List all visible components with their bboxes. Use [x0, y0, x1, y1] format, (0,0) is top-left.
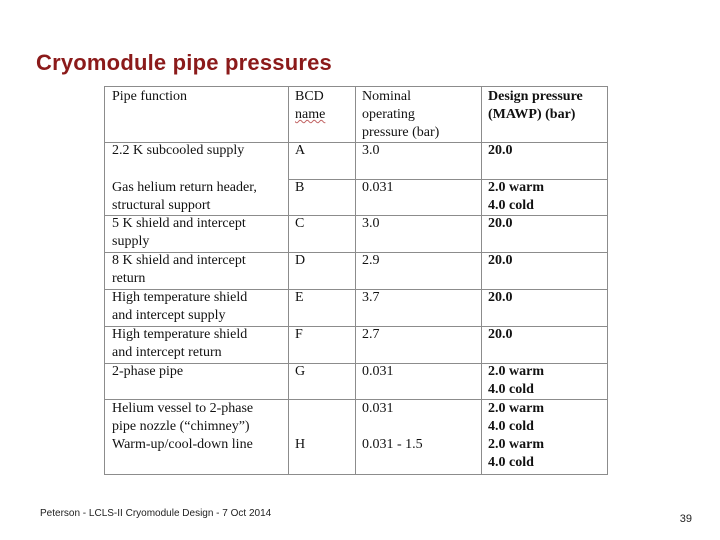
row-nominal: 0.031 [362, 401, 394, 416]
row-function: High temperature shield and intercept supply [112, 290, 248, 323]
row-design: 20.0 [488, 253, 513, 268]
row-bcd: D [295, 253, 306, 268]
row-function: 2-phase pipe [112, 364, 184, 379]
row-design: 2.0 warm 4.0 cold [488, 180, 544, 213]
row-function: High temperature shield and intercept return [112, 327, 248, 360]
row-divider [288, 179, 607, 180]
row-nominal: 2.9 [362, 253, 380, 268]
row-function: 5 K shield and intercept supply [112, 216, 246, 249]
row-design: 20.0 [488, 143, 513, 158]
column-divider [288, 87, 289, 474]
row-function: 2.2 K subcooled supply [112, 143, 245, 158]
header-pipe-function: Pipe function [112, 89, 188, 104]
row-bcd: A [295, 143, 306, 158]
row-nominal: 0.031 [362, 180, 394, 195]
row-design: 20.0 [488, 290, 513, 305]
slide-title: Cryomodule pipe pressures [36, 50, 332, 75]
column-divider [481, 87, 482, 474]
row-nominal: 0.031 - 1.5 [362, 437, 423, 452]
row-bcd: B [295, 180, 305, 195]
row-nominal: 2.7 [362, 327, 380, 342]
row-design: 20.0 [488, 327, 513, 342]
header-nominal-pressure: Nominal operating pressure (bar) [362, 89, 440, 140]
header-bcd-name: BCD name [295, 89, 326, 122]
slide-footer: Peterson - LCLS-II Cryomodule Design - 7 Oct 2014 [40, 508, 272, 519]
row-design: 2.0 warm 4.0 cold 2.0 warm 4.0 cold [488, 401, 544, 470]
row-function: Helium vessel to 2-phase pipe nozzle (“chimney”) Warm-up/cool-down line [112, 401, 254, 452]
page-number: 39 [679, 513, 692, 525]
header-design-pressure: Design pressure (MAWP) (bar) [488, 89, 583, 122]
row-design: 20.0 [488, 216, 513, 231]
row-nominal: 0.031 [362, 364, 394, 379]
row-bcd: E [295, 290, 304, 305]
row-nominal: 3.0 [362, 216, 380, 231]
row-function: Gas helium return header, structural support [112, 180, 257, 213]
column-divider [355, 87, 356, 474]
row-function: 8 K shield and intercept return [112, 253, 246, 286]
row-bcd: G [295, 364, 306, 379]
row-bcd: F [295, 327, 303, 342]
pressure-table [104, 86, 608, 475]
row-nominal: 3.0 [362, 143, 380, 158]
row-bcd: H [295, 437, 306, 452]
row-bcd: C [295, 216, 305, 231]
row-nominal: 3.7 [362, 290, 380, 305]
row-design: 2.0 warm 4.0 cold [488, 364, 544, 397]
